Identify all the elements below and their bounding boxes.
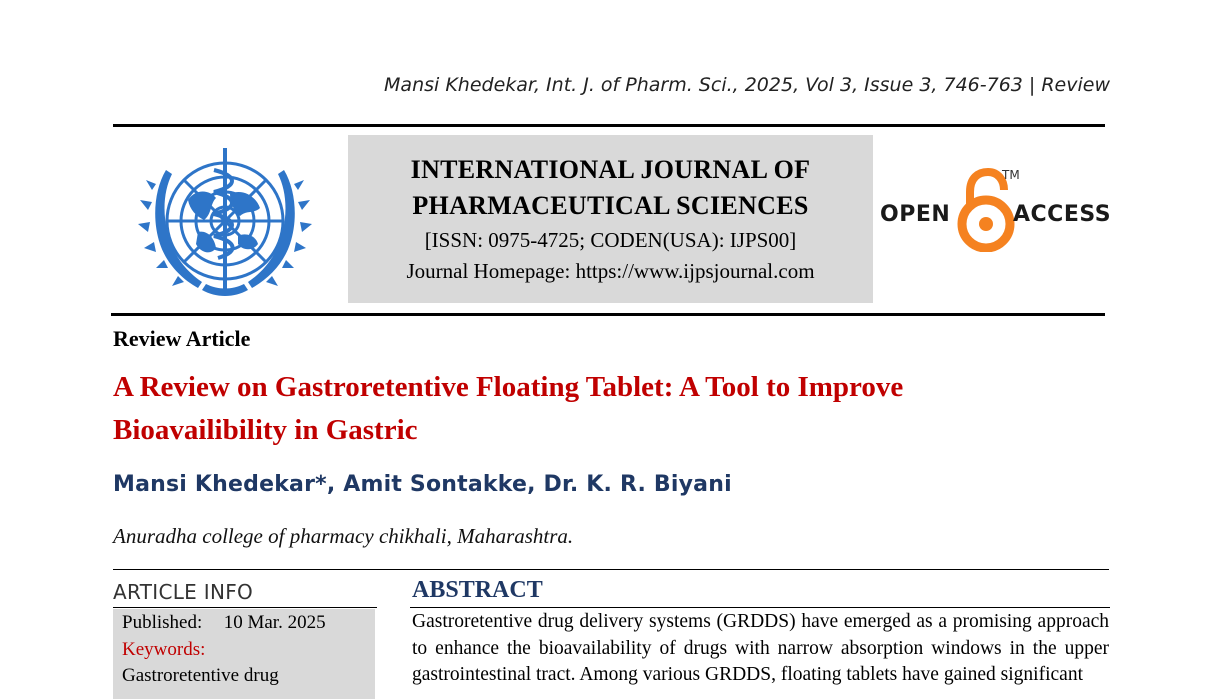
trademark-symbol: TM xyxy=(1002,168,1020,182)
journal-title-line-2: PHARMACEUTICAL SCIENCES xyxy=(412,191,809,220)
header-top-rule xyxy=(113,124,1105,127)
keyword-item: Gastroretentive drug xyxy=(122,665,279,686)
article-type: Review Article xyxy=(113,326,251,351)
issn-coden: [ISSN: 0975-4725; CODEN(USA): IJPS00] xyxy=(424,228,797,252)
journal-title-line-1: INTERNATIONAL JOURNAL OF xyxy=(410,155,811,184)
article-info-heading: ARTICLE INFO xyxy=(113,580,254,604)
article-title-line-1: A Review on Gastroretentive Floating Tablet: A Tool to Improve xyxy=(113,371,904,403)
journal-title xyxy=(348,152,873,224)
abstract-rule xyxy=(410,607,1110,608)
article-title-line-2: Bioavailibility in Gastric xyxy=(113,414,418,446)
section-divider xyxy=(113,569,1109,570)
journal-homepage: Journal Homepage: https://www.ijpsjournal.com xyxy=(406,259,815,283)
open-access-logo xyxy=(880,168,1112,252)
abstract-text: Gastroretentive drug delivery systems (GRDDS) have emerged as a promising approach to enhance the bioavailability of drugs with narrow absorption windows in the upper gastrointestinal tract. Among various GRDDS, floating tablets have gained significant xyxy=(412,611,1109,685)
who-emblem-logo xyxy=(126,140,324,306)
published-label: Published: xyxy=(122,612,203,633)
article-info-rule xyxy=(113,607,377,608)
article-title xyxy=(113,366,1073,452)
author-list: Mansi Khedekar*, Amit Sontakke, Dr. K. R. Biyani xyxy=(113,472,732,497)
journal-masthead xyxy=(348,135,873,303)
keywords-label: Keywords: xyxy=(122,639,206,660)
published-date: 10 Mar. 2025 xyxy=(223,612,326,633)
open-access-left-text: OPEN xyxy=(880,202,951,227)
published-line xyxy=(122,612,326,634)
article-info-box xyxy=(113,609,375,699)
open-access-right-text: ACCESS xyxy=(1013,202,1112,227)
header-bottom-rule xyxy=(111,313,1105,316)
abstract-heading: ABSTRACT xyxy=(412,577,543,603)
author-affiliation: Anuradha college of pharmacy chikhali, Maharashtra. xyxy=(113,524,574,548)
running-header: Mansi Khedekar, Int. J. of Pharm. Sci., 2025, Vol 3, Issue 3, 746-763 | Review xyxy=(384,74,1110,96)
emblem-icon xyxy=(126,140,324,306)
